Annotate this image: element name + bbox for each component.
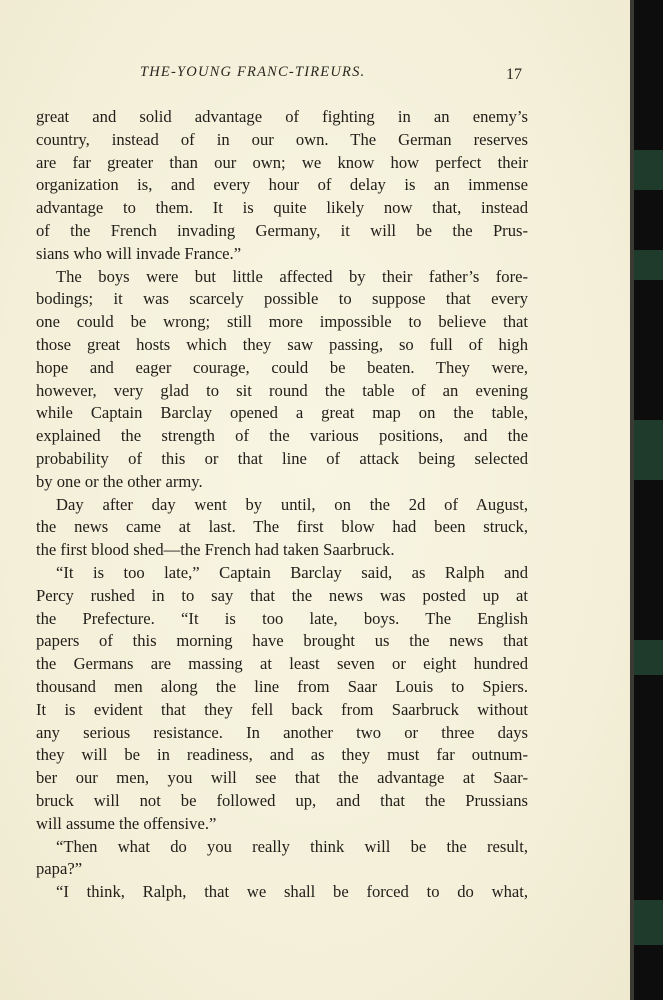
text-line: great and solid advantage of fighting in an enemy’s	[36, 107, 528, 126]
text-line: by one or the other army.	[36, 471, 203, 491]
text-line: “It is too late,” Captain Barclay said, as Ralph and	[56, 562, 528, 582]
page-number: 17	[506, 66, 522, 83]
text-line: explained the strength of the various positions, and the	[36, 426, 528, 446]
text-line: papers of this morning have brought us the news that	[36, 631, 528, 651]
text-line: any serious resistance. In another two or three days	[36, 722, 528, 742]
text-line: while Captain Barclay opened a great map on the table,	[36, 403, 528, 423]
text-line: the first blood shed—the French had taken Saarbruck.	[36, 540, 395, 560]
text-line: hope and eager courage, could be beaten. They were,	[36, 357, 528, 377]
text-line: The boys were but little affected by their father’s fore-	[56, 266, 528, 286]
text-line: the Germans are massing at least seven or eight hundred	[36, 654, 528, 674]
text-line: however, very glad to sit round the table of an evening	[36, 380, 528, 400]
text-line: “I think, Ralph, that we shall be forced to do what,	[56, 882, 528, 902]
text-line: sians who will invade France.”	[36, 243, 242, 263]
text-line: “Then what do you really think will be the result,	[56, 836, 528, 856]
text-line: thousand men along the line from Saar Louis to Spiers.	[36, 676, 528, 696]
text-line: will assume the offensive.”	[36, 813, 217, 833]
scan-edge-mark	[634, 900, 663, 945]
text-line: those great hosts which they saw passing, so full of high	[36, 334, 528, 354]
scan-edge-mark	[634, 150, 663, 190]
text-line: bodings; it was scarcely possible to suppose that every	[36, 289, 528, 309]
text-line: the news came at last. The first blow had been struck,	[36, 517, 528, 537]
scan-edge-mark	[634, 420, 663, 480]
scan-edge-mark	[634, 250, 663, 280]
book-edge	[630, 0, 663, 1000]
text-line: organization is, and every hour of delay is an immense	[36, 175, 528, 195]
text-line: bruck will not be followed up, and that the Prussians	[36, 790, 528, 810]
running-head: THE-YOUNG FRANC-TIREURS.	[140, 64, 366, 80]
text-line: ber our men, you will see that the advantage at Saar-	[36, 768, 528, 788]
text-line: one could be wrong; still more impossible to believe that	[36, 312, 528, 332]
text-line: the Prefecture. “It is too late, boys. The English	[36, 608, 528, 628]
text-line: papa?”	[36, 859, 83, 879]
scan-edge-mark	[634, 640, 663, 675]
text-line: of the French invading Germany, it will be the Prus-	[36, 220, 528, 240]
text-line: Day after day went by until, on the 2d of August,	[56, 494, 528, 514]
text-line: advantage to them. It is quite likely now that, instead	[36, 198, 528, 218]
text-line: probability of this or that line of attack being selected	[36, 448, 528, 468]
text-line: country, instead of in our own. The German reserves	[36, 129, 528, 149]
text-line: It is evident that they fell back from Saarbruck without	[36, 699, 528, 719]
text-line: are far greater than our own; we know how perfect their	[36, 152, 528, 172]
text-line: they will be in readiness, and as they must far outnum-	[36, 745, 528, 765]
text-line: Percy rushed in to say that the news was posted up at	[36, 585, 528, 605]
body-text	[36, 106, 528, 904]
